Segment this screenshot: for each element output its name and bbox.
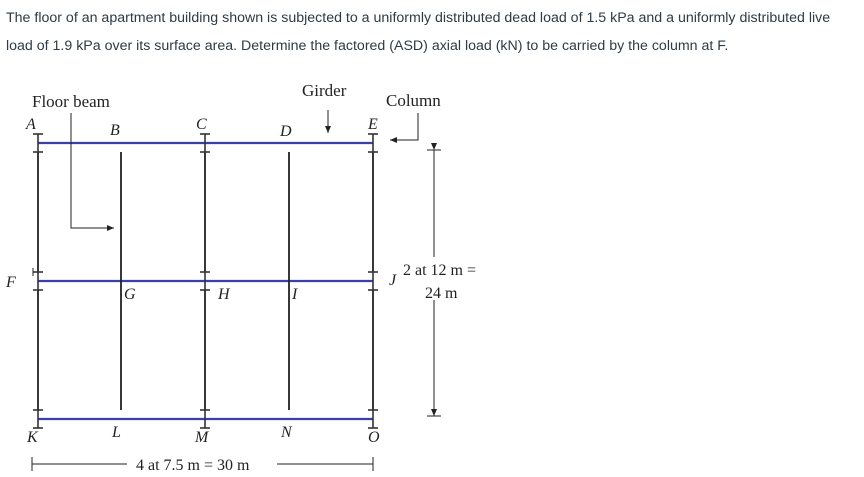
point-label-n: N bbox=[281, 424, 292, 441]
girder-label: Girder bbox=[302, 81, 347, 100]
point-label-a: A bbox=[26, 116, 36, 133]
floor-beam-label: Floor beam bbox=[32, 92, 110, 111]
point-label-i: I bbox=[292, 286, 298, 303]
point-label-k: K bbox=[27, 429, 38, 446]
point-label-m: M bbox=[195, 429, 209, 446]
point-label-c: C bbox=[196, 116, 207, 133]
point-label-l: L bbox=[112, 424, 121, 441]
dimensions bbox=[32, 150, 441, 471]
point-label-j: J bbox=[389, 272, 397, 289]
point-label-h: H bbox=[218, 286, 230, 303]
point-label-d: D bbox=[280, 123, 292, 140]
point-label-o: O bbox=[368, 429, 380, 446]
point-label-b: B bbox=[110, 122, 120, 139]
point-label-e: E bbox=[368, 116, 378, 133]
horizontal-span-label: 4 at 7.5 m = 30 m bbox=[136, 457, 250, 474]
column-label: Column bbox=[386, 91, 441, 110]
vertical-span-label-2: 24 m bbox=[425, 285, 458, 302]
point-label-g: G bbox=[124, 286, 136, 303]
leaders bbox=[33, 110, 418, 276]
point-label-f: F bbox=[6, 274, 16, 291]
vertical-span-label-1: 2 at 12 m = bbox=[403, 262, 477, 279]
problem-statement: The floor of an apartment building shown is subjected to a uniformly distributed dead load of 1.5 kPa and a uniformly distributed live load of 1.9 kPa over its surface area. Determine the factored (ASD) axial load (kN) to be carried by the column at F. bbox=[6, 10, 831, 54]
